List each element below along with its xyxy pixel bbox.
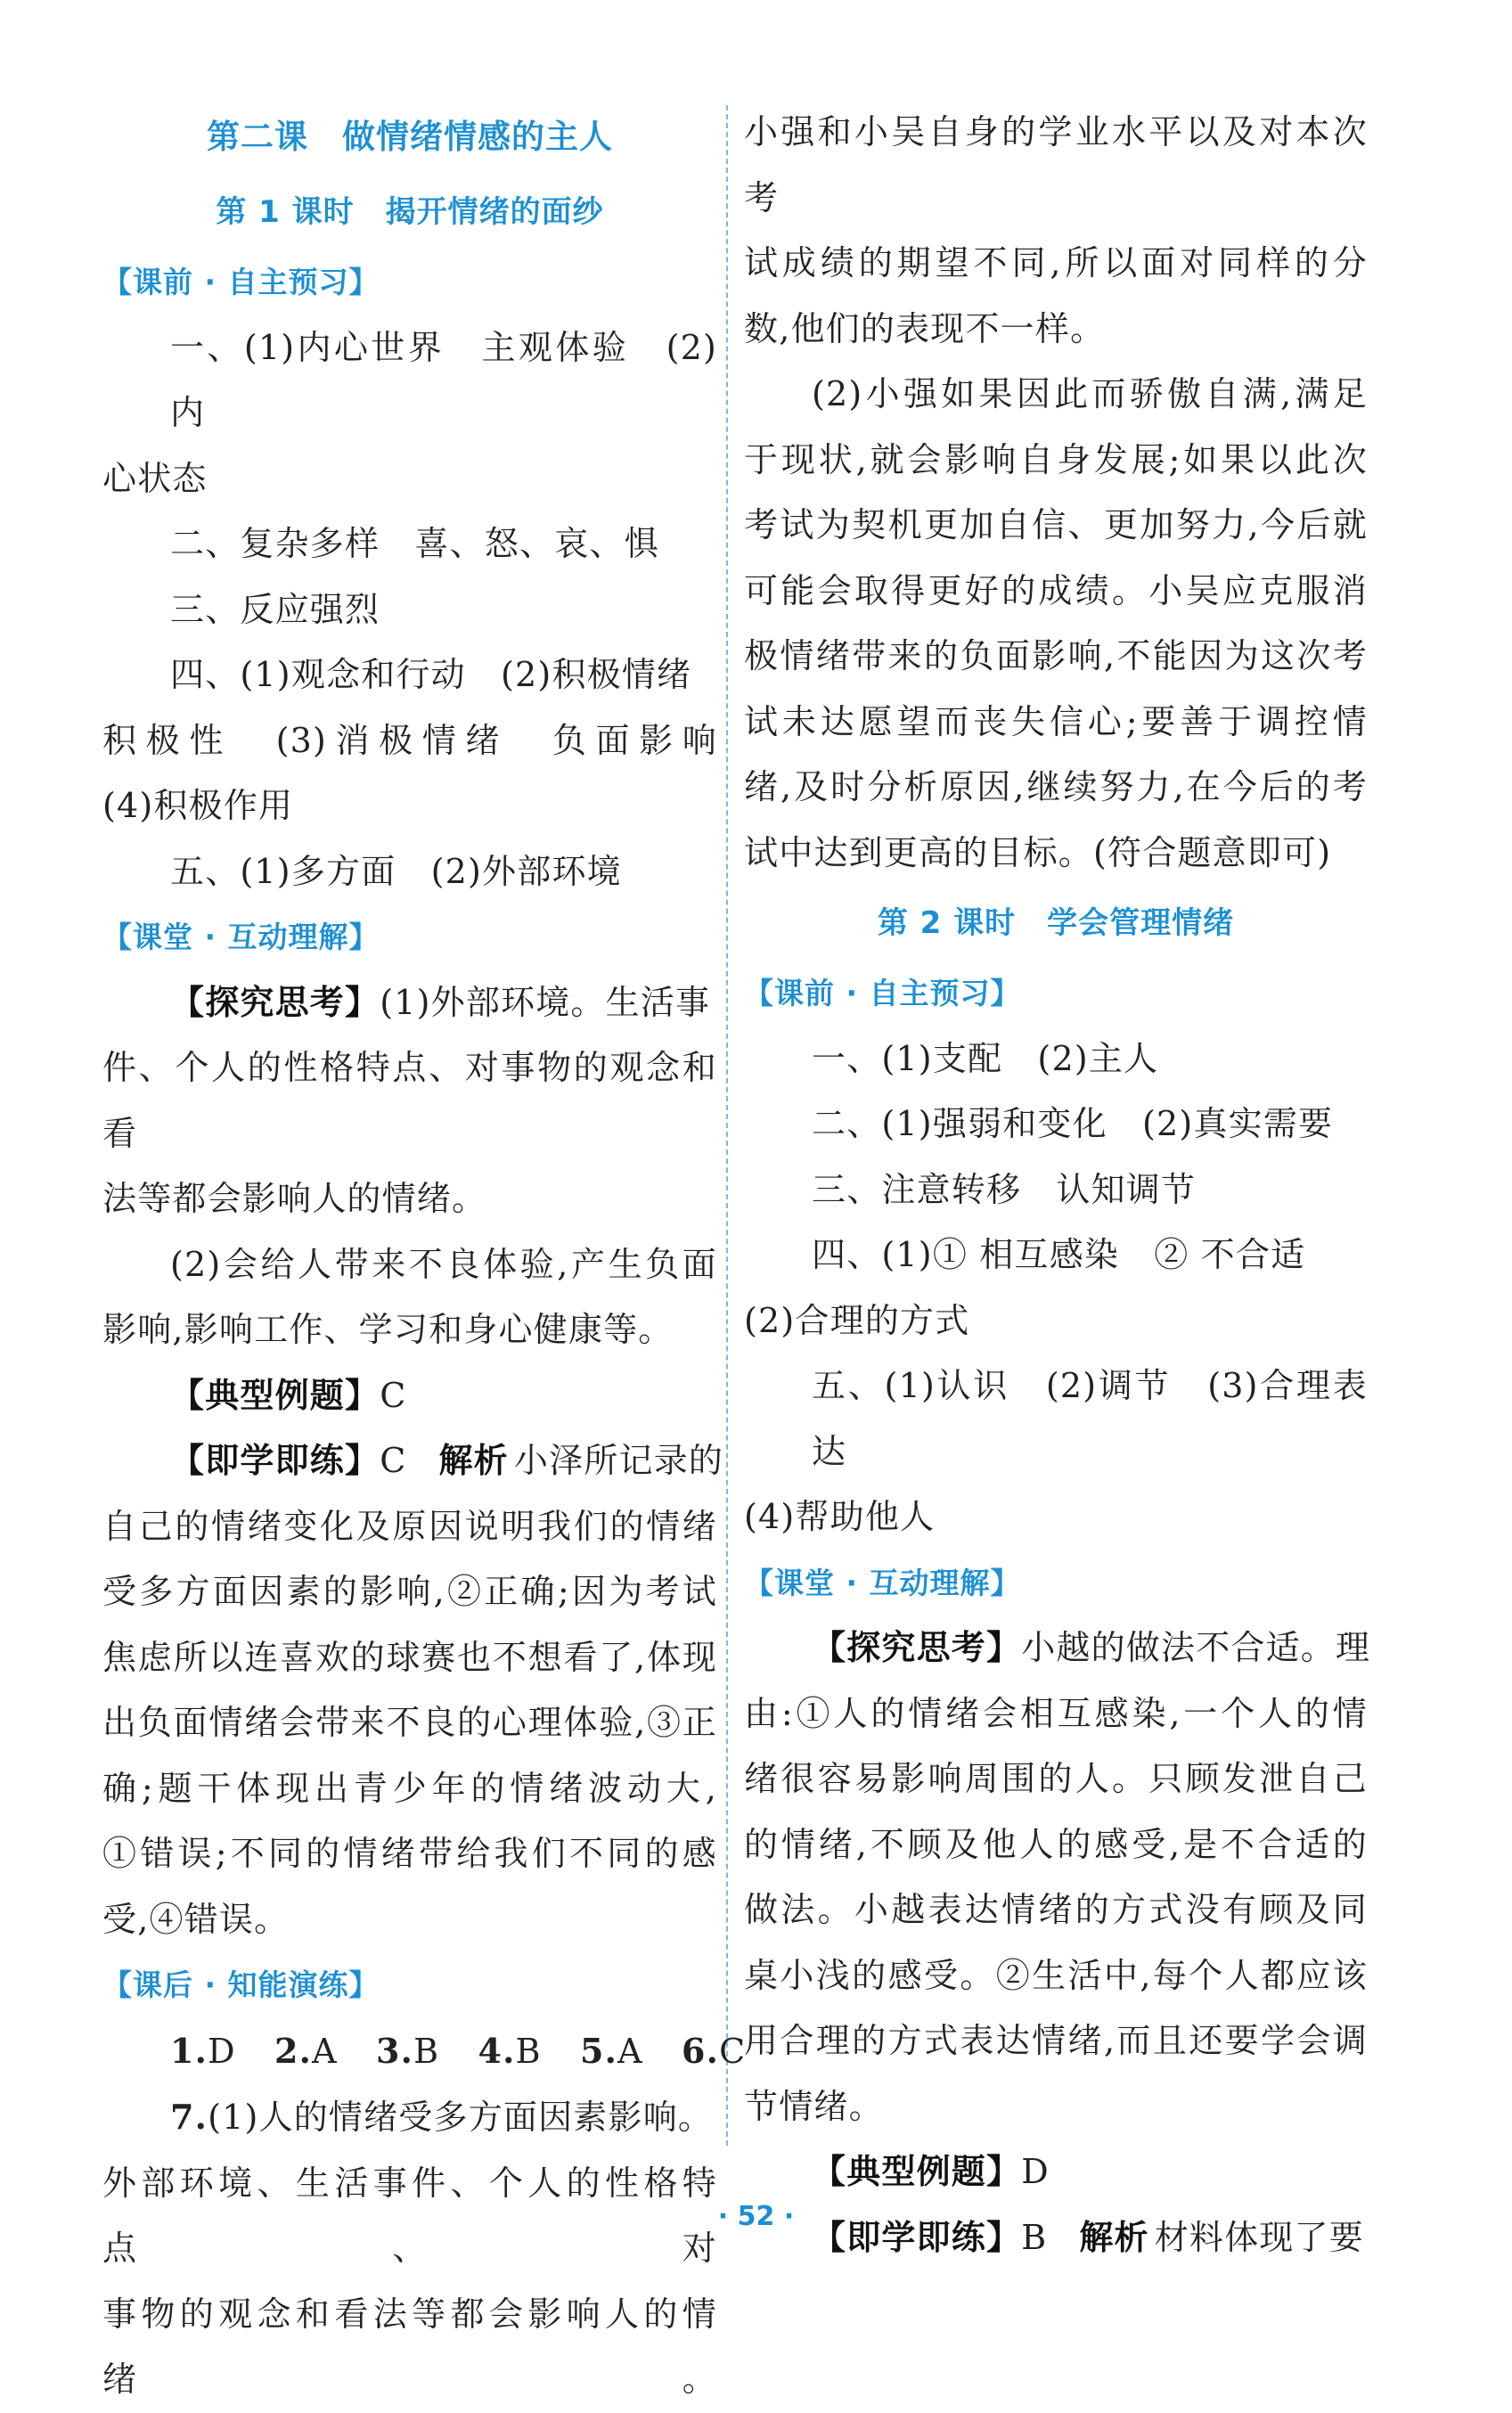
q7-line: 外部环境、生活事件、个人的性格特点、对 bbox=[102, 2163, 717, 2268]
preview-line: 四、(1)① 相互感染 ② 不合适 bbox=[812, 1235, 1306, 1274]
period-2-title: 第 2 课时 学会管理情绪 bbox=[877, 905, 1235, 941]
continued-line: 小强和小吴自身的学业水平以及对本次考 bbox=[744, 112, 1368, 217]
explore-line: 【探究思考】(1)外部环境。生活事 bbox=[170, 982, 711, 1022]
continued-line: (2)小强如果因此而骄傲自满,满足 bbox=[812, 374, 1368, 413]
continued-line: 试中达到更高的目标。(符合题意即可) bbox=[744, 832, 1332, 872]
analysis-line: 出负面情绪会带来不良的心理体验,③正 bbox=[102, 1703, 717, 1742]
page-number: · 52 · bbox=[717, 2201, 795, 2232]
example-tag: 【典型例题】 bbox=[812, 2152, 1022, 2191]
analysis-line: 确;题干体现出青少年的情绪波动大, bbox=[102, 1768, 717, 1808]
q7-line: 事物的观念和看法等都会影响人的情绪。 bbox=[102, 2294, 717, 2399]
continued-line: 于现状,就会影响自身发展;如果以此次 bbox=[744, 439, 1368, 479]
continued-line: 考试为契机更加自信、更加努力,今后就 bbox=[744, 505, 1368, 544]
analysis-line: ①错误;不同的情绪带给我们不同的感 bbox=[102, 1834, 717, 1873]
preview-line: (2)合理的方式 bbox=[744, 1300, 970, 1340]
left-column bbox=[102, 100, 747, 2413]
section-class-2: 【课堂 · 互动理解】 bbox=[744, 1565, 1021, 1600]
practice-tag: 【即学即练】 bbox=[170, 1441, 380, 1480]
explore-line: 绪很容易影响周围的人。只顾发泄自己 bbox=[744, 1759, 1368, 1798]
analysis-keyword: 解析 bbox=[438, 1441, 509, 1480]
lesson-title: 第二课 做情绪情感的主人 bbox=[207, 118, 613, 156]
preview-line: 五、(1)多方面 (2)外部环境 bbox=[170, 851, 622, 891]
practice-line: 【即学即练】C 解析 小泽所记录的 bbox=[170, 1441, 724, 1480]
analysis-line: 受,④错误。 bbox=[102, 1899, 290, 1939]
example-line bbox=[744, 2139, 1368, 2205]
practice-answer: C bbox=[380, 1441, 407, 1480]
section-preview: 【课前 · 自主预习】 bbox=[102, 265, 380, 299]
explore-line: 做法。小越表达情绪的方式没有顾及同 bbox=[744, 1890, 1368, 1929]
preview-line: (4)积极作用 bbox=[102, 786, 294, 825]
explore-tag: 【探究思考】 bbox=[170, 982, 380, 1022]
explore-line: 的情绪,不顾及他人的感受,是不合适的 bbox=[744, 1824, 1368, 1864]
example-tag: 【典型例题】 bbox=[170, 1375, 380, 1415]
continued-line: 极情绪带来的负面影响,不能因为这次考 bbox=[744, 636, 1368, 675]
explore-line: 件、个人的性格特点、对事物的观念和看 bbox=[102, 1048, 717, 1153]
period-1-title: 第 1 课时 揭开情绪的面纱 bbox=[216, 194, 604, 230]
answer-list: 1.D 2.A 3.B 4.B 5.A 6.C bbox=[170, 2030, 747, 2071]
continued-line: 数,他们的表现不一样。 bbox=[744, 308, 1106, 348]
explore-line: 法等都会影响人的情绪。 bbox=[102, 1179, 487, 1218]
example-line bbox=[102, 1363, 717, 1429]
preview-line: 二、复杂多样 喜、怒、哀、惧 bbox=[170, 524, 659, 563]
explore-line: 用合理的方式表达情绪,而且还要学会调 bbox=[744, 2021, 1368, 2060]
example-answer: C bbox=[380, 1375, 407, 1415]
q7-line: 7.(1)人的情绪受多方面因素影响。 bbox=[170, 2097, 714, 2137]
preview-line: 一、(1)内心世界 主观体验 (2)内 bbox=[170, 327, 717, 432]
continued-line: 试成绩的期望不同,所以面对同样的分 bbox=[744, 243, 1368, 282]
preview-line: 二、(1)强弱和变化 (2)真实需要 bbox=[812, 1104, 1334, 1143]
analysis-line: 自己的情绪变化及原因说明我们的情绪 bbox=[102, 1506, 717, 1546]
preview-line: 三、反应强烈 bbox=[170, 589, 380, 629]
analysis-line: 焦虑所以连喜欢的球赛也不想看了,体现 bbox=[102, 1637, 717, 1677]
section-after: 【课后 · 知能演练】 bbox=[102, 1967, 380, 2002]
explore-line: (2)会给人带来不良体验,产生负面 bbox=[170, 1244, 717, 1284]
continued-line: 绪,及时分析原因,继续努力,在今后的考 bbox=[744, 767, 1368, 806]
explore-line: 桌小浅的感受。②生活中,每个人都应该 bbox=[744, 1955, 1368, 1995]
practice-line: 【即学即练】B 解析 材料体现了要 bbox=[812, 2217, 1364, 2257]
preview-line: 五、(1)认识 (2)调节 (3)合理表达 bbox=[812, 1366, 1368, 1471]
explore-line: 由:①人的情绪会相互感染,一个人的情 bbox=[744, 1693, 1368, 1733]
preview-line: 三、注意转移 认知调节 bbox=[812, 1169, 1197, 1209]
preview-line: (4)帮助他人 bbox=[744, 1497, 936, 1536]
continued-line: 试未达愿望而丧失信心;要善于调控情 bbox=[744, 701, 1368, 741]
analysis-keyword: 解析 bbox=[1079, 2217, 1149, 2257]
explore-line: 影响,影响工作、学习和身心健康等。 bbox=[102, 1310, 674, 1349]
explore-line: 节情绪。 bbox=[744, 2086, 884, 2126]
analysis-line: 受多方面因素的影响,②正确;因为考试 bbox=[102, 1572, 717, 1611]
continued-line: 可能会取得更好的成绩。小吴应克服消 bbox=[744, 570, 1368, 610]
preview-line: 积极性 (3)消极情绪 负面影响 bbox=[102, 720, 717, 760]
preview-line: 一、(1)支配 (2)主人 bbox=[812, 1038, 1159, 1078]
explore-line: 【探究思考】小越的做法不合适。理 bbox=[812, 1628, 1371, 1667]
example-answer: D bbox=[1021, 2152, 1050, 2191]
section-class: 【课堂 · 互动理解】 bbox=[102, 920, 380, 954]
right-column bbox=[744, 100, 1371, 2270]
practice-tag: 【即学即练】 bbox=[812, 2217, 1022, 2257]
explore-tag: 【探究思考】 bbox=[812, 1628, 1022, 1667]
practice-answer: B bbox=[1021, 2217, 1048, 2257]
column-divider bbox=[726, 105, 728, 2146]
preview-line: 心状态 bbox=[102, 458, 208, 498]
section-preview-2: 【课前 · 自主预习】 bbox=[744, 976, 1021, 1010]
preview-line: 四、(1)观念和行动 (2)积极情绪 bbox=[170, 655, 692, 694]
